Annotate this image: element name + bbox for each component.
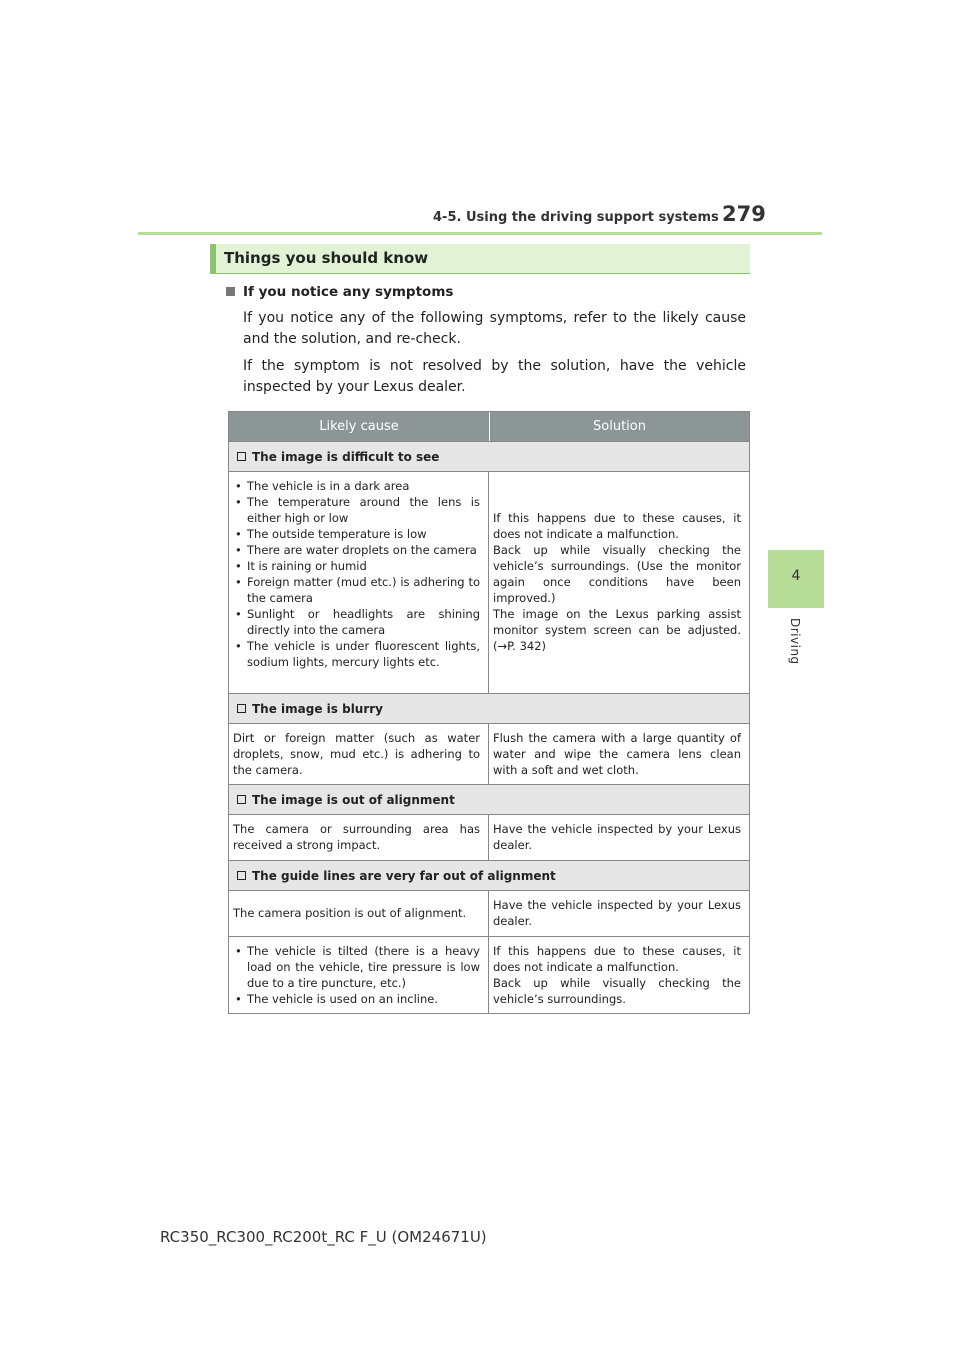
list-item: • The vehicle is used on an incline. <box>233 991 480 1007</box>
chapter-label: Driving <box>788 618 802 665</box>
header-section-title: 4-5. Using the driving support systems <box>433 210 719 225</box>
solution-line: Back up while visually checking the vehicle’s surroundings. (Use the monitor again once conditions have been improved.) <box>493 543 741 605</box>
cause-list <box>233 478 480 670</box>
table-header <box>229 412 749 441</box>
solution-cell <box>489 472 749 693</box>
symptom-table <box>228 411 750 1014</box>
solution-cell: Have the vehicle inspected by your Lexus dealer. <box>493 822 741 852</box>
solution-line: The image on the Lexus parking assist monitor system screen can be adjusted. (→P. 342) <box>493 607 741 653</box>
solution-line: Back up while visually checking the vehicle’s surroundings. <box>493 976 741 1006</box>
category-row <box>229 784 749 814</box>
section-title <box>226 284 453 300</box>
solution-line: If this happens due to these causes, it does not indicate a malfunction. <box>493 511 741 541</box>
intro-paragraph: If you notice any of the following symptoms, refer to the likely cause and the solution, and re-check. <box>243 310 746 347</box>
list-item: • The vehicle is under fluorescent lights, sodium lights, mercury lights etc. <box>233 638 480 670</box>
square-bullet-icon <box>226 287 235 296</box>
table-row <box>229 936 749 1013</box>
category-label: The image is difficult to see <box>252 449 440 464</box>
table-row <box>229 723 749 784</box>
things-to-know-heading <box>210 244 750 274</box>
chapter-number: 4 <box>791 568 801 584</box>
table-row <box>229 471 749 693</box>
dealer-paragraph: If the symptom is not resolved by the solution, have the vehicle inspected by your Lexus dealer. <box>243 358 746 395</box>
checkbox-icon <box>237 704 246 713</box>
column-header-cause: Likely cause <box>229 412 490 441</box>
section-title-text: If you notice any symptoms <box>243 284 454 300</box>
chapter-tab <box>768 550 824 608</box>
header-divider <box>138 232 822 235</box>
list-item: • The outside temperature is low <box>233 526 480 542</box>
checkbox-icon <box>237 452 246 461</box>
solution-cell <box>489 937 749 1013</box>
solution-line: If this happens due to these causes, it does not indicate a malfunction. <box>493 944 741 974</box>
list-item: • The temperature around the lens is either high or low <box>233 494 480 526</box>
list-item: • It is raining or humid <box>233 558 480 574</box>
list-item: • The vehicle is in a dark area <box>233 478 480 494</box>
cause-cell: The camera position is out of alignment. <box>229 891 489 936</box>
list-item: • There are water droplets on the camera <box>233 542 480 558</box>
table-row <box>229 890 749 936</box>
category-label: The guide lines are very far out of alignment <box>252 868 556 883</box>
heading-text: Things you should know <box>224 249 429 267</box>
page-number: 279 <box>722 202 766 226</box>
checkbox-icon <box>237 871 246 880</box>
category-row <box>229 693 749 723</box>
list-item: • The vehicle is tilted (there is a heavy load on the vehicle, tire pressure is low due to a tire puncture, etc.) <box>233 943 480 991</box>
cause-cell: The camera or surrounding area has received a strong impact. <box>229 815 489 860</box>
list-item: • Foreign matter (mud etc.) is adhering to the camera <box>233 574 480 606</box>
list-item: • Sunlight or headlights are shining directly into the camera <box>233 606 480 638</box>
solution-cell: Have the vehicle inspected by your Lexus dealer. <box>493 898 741 928</box>
checkbox-icon <box>237 795 246 804</box>
category-row <box>229 441 749 471</box>
category-label: The image is blurry <box>252 701 384 716</box>
cause-cell <box>229 937 489 1013</box>
column-header-solution: Solution <box>593 419 646 434</box>
category-row <box>229 860 749 890</box>
cause-cell <box>229 472 489 693</box>
document-footer: RC350_RC300_RC200t_RC F_U (OM24671U) <box>160 1228 487 1246</box>
solution-cell: Flush the camera with a large quantity of water and wipe the camera lens clean with a soft and wet cloth. <box>493 731 741 777</box>
cause-cell: Dirt or foreign matter (such as water droplets, snow, mud etc.) is adhering to the camera. <box>229 724 489 784</box>
category-label: The image is out of alignment <box>252 792 455 807</box>
cause-list <box>233 943 480 1007</box>
table-row <box>229 814 749 860</box>
